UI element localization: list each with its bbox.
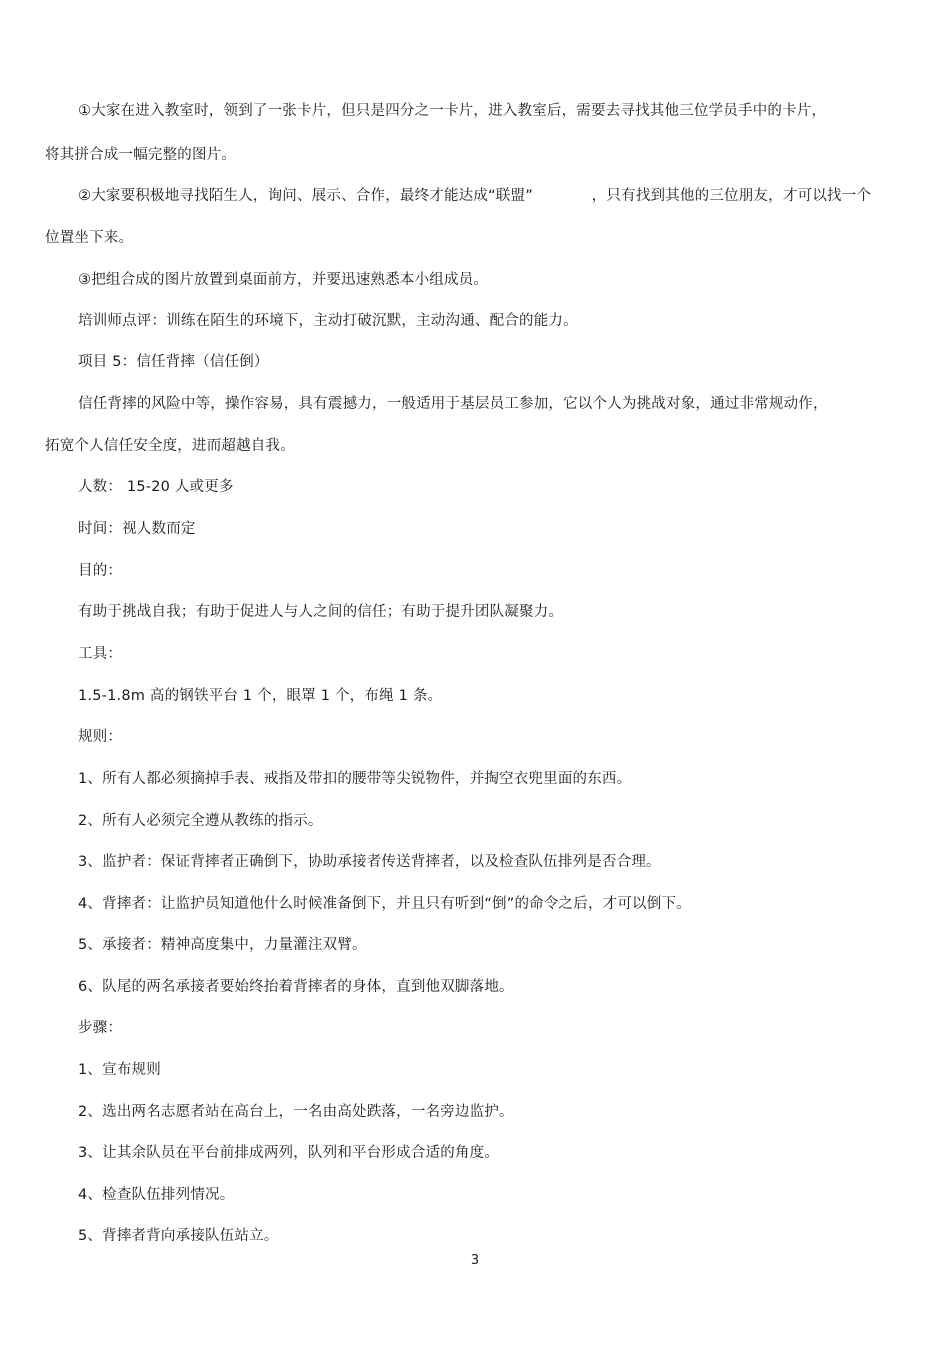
project-description-cont: 拓宽个人信任安全度，进而超越自我。 [45,438,295,454]
paragraph-card-rule-1-cont: 将其拼合成一幅完整的图片。 [45,147,237,163]
participants-line: 人数： 15-20 人或更多 [78,479,234,495]
project-description: 信任背摔的风险中等，操作容易，具有震撼力，一般适用于基层员工参加，它以个人为挑战对象，通过非常规动作， [78,396,828,412]
tools-label: 工具： [78,646,123,662]
step-item: 3、让其余队员在平台前排成两列，队列和平台形成合适的角度。 [78,1145,500,1161]
project-heading: 项目 5：信任背摔（信任倒） [78,354,269,370]
rule-item: 5、承接者：精神高度集中，力量灌注双臂。 [78,937,367,953]
page-number: 3 [470,1253,480,1268]
rule-item: 4、背摔者：让监护员知道他什么时候准备倒下，并且只有听到“倒”的命令之后，才可以倒下。 [78,896,691,912]
step-item: 2、选出两名志愿者站在高台上，一名由高处跌落，一名旁边监护。 [78,1104,514,1120]
rule-item: 2、所有人必须完全遵从教练的指示。 [78,813,323,829]
trainer-comment: 培训师点评：训练在陌生的环境下，主动打破沉默，主动沟通、配合的能力。 [78,313,578,329]
rule-item: 6、队尾的两名承接者要始终抬着背摔者的身体，直到他双脚落地。 [78,979,514,995]
paragraph-card-rule-2: ②大家要积极地寻找陌生人，询问、展示、合作，最终才能达成“联盟” ，只有找到其他的三位朋友，才可以找一个 [78,188,872,204]
rules-label: 规则： [78,729,123,745]
rule-item: 1、所有人都必须摘掉手表、戒指及带扣的腰带等尖锐物件，并掏空衣兜里面的东西。 [78,771,632,787]
tools-text: 1.5-1.8m 高的钢铁平台 1 个，眼罩 1 个，布绳 1 条。 [78,688,443,704]
step-item: 5、背摔者背向承接队伍站立。 [78,1228,279,1244]
paragraph-card-rule-1: ①大家在进入教室时，领到了一张卡片，但只是四分之一卡片，进入教室后，需要去寻找其他三位学员手中的卡片， [78,103,827,119]
purpose-text: 有助于挑战自我；有助于促进人与人之间的信任；有助于提升团队凝聚力。 [78,604,564,620]
purpose-label: 目的： [78,563,123,579]
step-item: 4、检查队伍排列情况。 [78,1187,235,1203]
paragraph-card-rule-2-cont: 位置坐下来。 [45,230,134,246]
rule-item: 3、监护者：保证背摔者正确倒下，协助承接者传送背摔者，以及检查队伍排列是否合理。 [78,854,661,870]
paragraph-card-rule-3: ③把组合成的图片放置到桌面前方，并要迅速熟悉本小组成员。 [78,272,489,288]
time-line: 时间：视人数而定 [78,521,196,537]
step-item: 1、宣布规则 [78,1062,161,1078]
steps-label: 步骤： [78,1020,123,1036]
